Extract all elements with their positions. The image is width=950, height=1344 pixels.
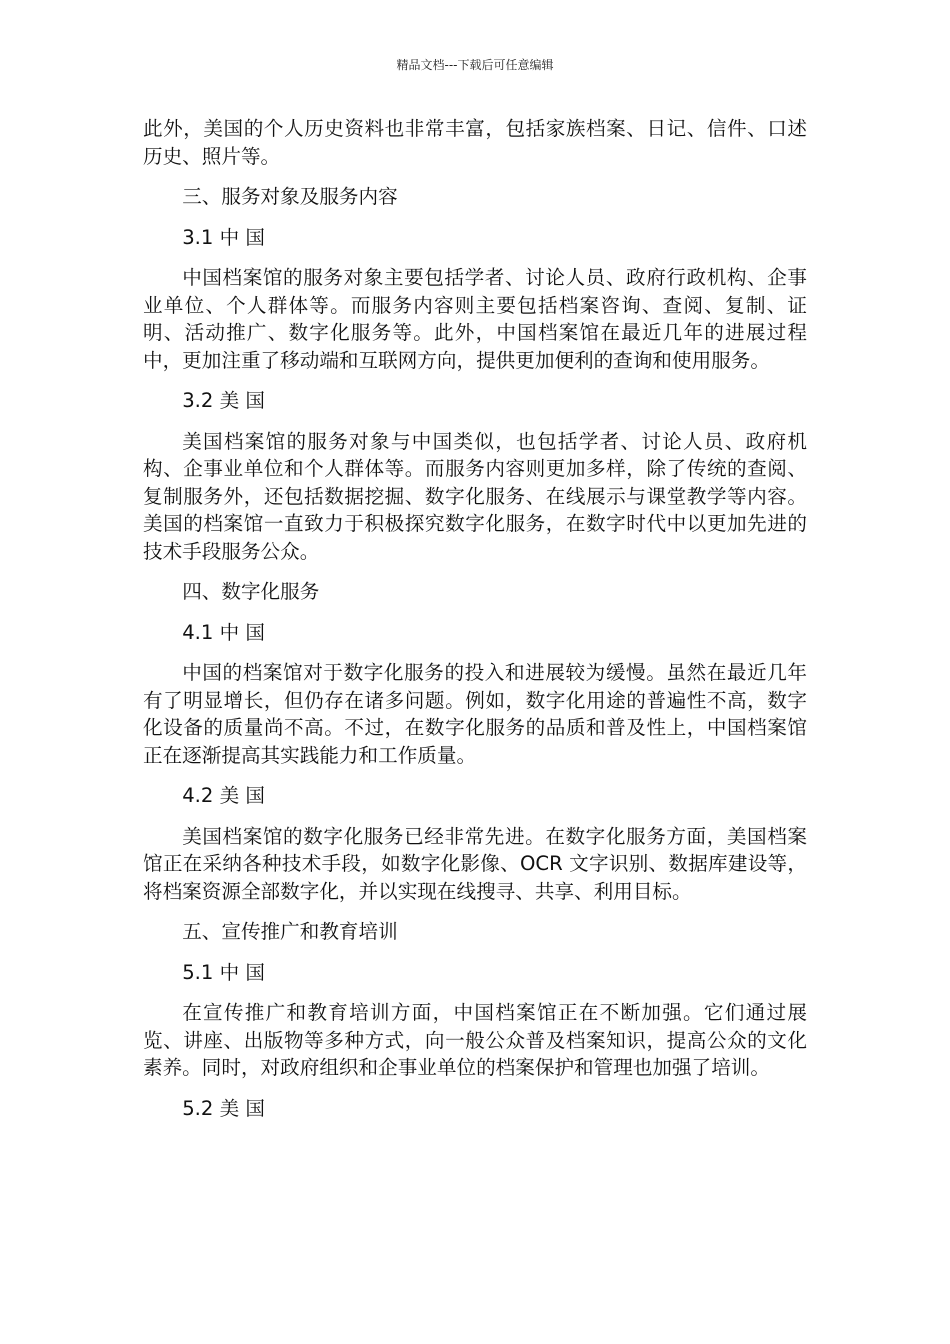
paragraph-3-1: 中国档案馆的服务对象主要包括学者、讨论人员、政府行政机构、企事业单位、个人群体等。而服务内容则主要包括档案咨询、查阅、复制、证明、活动推广、数字化服务等。此外，中国档案馆在最近几年的进展过程中，更加注重了移动端和互联网方向，提供更加便利的查询和使用服务。: [143, 266, 807, 372]
subsection-heading-5-2: 5.2 美 国: [182, 1096, 265, 1120]
page-header: 精品文档---下载后可任意编辑: [396, 58, 554, 72]
section-heading-3: 三、服务对象及服务内容: [182, 185, 398, 208]
subsection-heading-5-1: 5.1 中 国: [182, 960, 265, 984]
paragraph-5-1: 在宣传推广和教育培训方面，中国档案馆正在不断加强。它们通过展览、讲座、出版物等多种方式，向一般公众普及档案知识，提高公众的文化素养。同时，对政府组织和企事业单位的档案保护和管理也加强了培训。: [143, 1001, 807, 1079]
section-heading-4: 四、数字化服务: [182, 580, 320, 603]
subsection-heading-4-1: 4.1 中 国: [182, 620, 265, 644]
subsection-heading-3-1: 3.1 中 国: [182, 225, 265, 249]
section-heading-5: 五、宣传推广和教育培训: [182, 920, 398, 943]
paragraph-4-1: 中国的档案馆对于数字化服务的投入和进展较为缓慢。虽然在最近几年有了明显增长，但仍存在诸多问题。例如，数字化用途的普遍性不高，数字化设备的质量尚不高。不过，在数字化服务的品质和普及性上，中国档案馆正在逐渐提高其实践能力和工作质量。: [143, 661, 807, 767]
document-body: [143, 115, 807, 1135]
subsection-heading-3-2: 3.2 美 国: [182, 389, 265, 412]
paragraph-3-2: 美国档案馆的服务对象与中国类似，也包括学者、讨论人员、政府机构、企事业单位和个人群体等。而服务内容则更加多样，除了传统的查阅、复制服务外，还包括数据挖掘、数字化服务、在线展示与课堂教学等内容。美国的档案馆一直致力于积极探究数字化服务，在数字时代中以更加先进的技术手段服务公众。: [143, 429, 807, 563]
paragraph-4-2: 美国档案馆的数字化服务已经非常先进。在数字化服务方面，美国档案馆正在采纳各种技术手段，如数字化影像、OCR 文字识别、数据库建设等，将档案资源全部数字化，并以实现在线搜寻、共享、利用目标。: [143, 824, 807, 903]
subsection-heading-4-2: 4.2 美 国: [182, 784, 265, 807]
paragraph-intro: 此外，美国的个人历史资料也非常丰富，包括家族档案、日记、信件、口述历史、照片等。: [143, 117, 807, 168]
